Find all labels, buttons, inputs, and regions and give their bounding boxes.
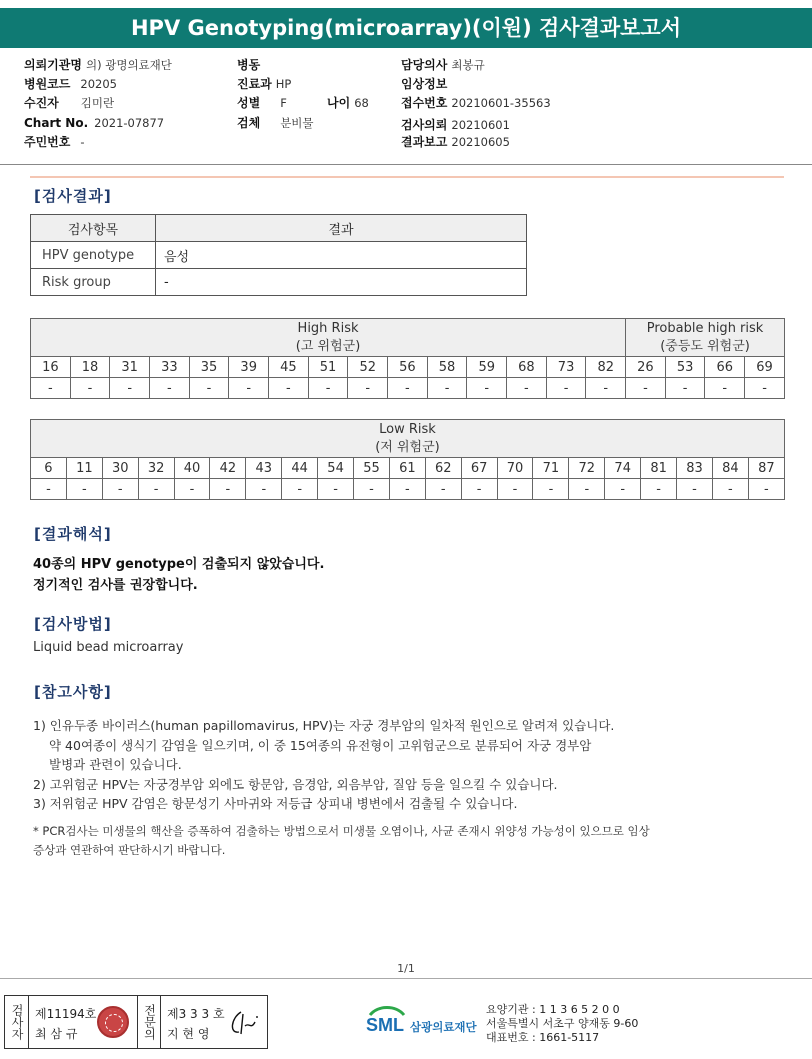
high-risk-table — [30, 318, 785, 399]
label: 주민번호 — [24, 135, 71, 149]
label: 병동 — [237, 58, 261, 72]
genotype-cell: 45 — [269, 357, 309, 378]
value: HP — [275, 77, 292, 91]
genotype-cell: - — [586, 378, 626, 399]
genotype-cell: - — [467, 378, 507, 399]
table-row — [31, 242, 527, 269]
genotype-cell: - — [174, 479, 210, 500]
genotype-cell: - — [110, 378, 150, 399]
genotype-cell: - — [269, 378, 309, 399]
low-risk-title: Low Risk — [379, 421, 436, 437]
header-divider — [0, 164, 812, 165]
resident-no-field — [24, 133, 85, 150]
genotype-cell: - — [210, 479, 246, 500]
report-title: HPV Genotyping(microarray)(이원) 검사결과보고서 — [0, 8, 812, 48]
signature-box — [4, 995, 268, 1049]
genotype-cell: 61 — [389, 458, 425, 479]
value: 분비물 — [280, 116, 314, 130]
genotype-cell: 70 — [497, 458, 533, 479]
footnote-line: * PCR검사는 미생물의 핵산을 증폭하여 검출하는 방법으로서 미생물 오염이나, 사균 존재시 위양성 가능성이 있으므로 임상 — [33, 824, 650, 838]
genotype-cell: - — [308, 378, 348, 399]
logo-text: SML — [366, 1015, 404, 1035]
genotype-cell: 31 — [110, 357, 150, 378]
genotype-cell: - — [677, 479, 713, 500]
examiner-license: 제11194호 — [35, 1007, 97, 1021]
genotype-cell: 11 — [66, 458, 102, 479]
examiner-label-text: 검사자 — [10, 1004, 24, 1040]
genotype-cell: 69 — [745, 357, 785, 378]
genotype-cell: 68 — [507, 357, 547, 378]
low-risk-header — [31, 420, 785, 458]
genotype-cell: - — [189, 378, 229, 399]
genotype-cell: - — [66, 479, 102, 500]
examiner-name: 최 삼 규 — [35, 1027, 78, 1041]
high-risk-header — [31, 319, 626, 357]
genotype-cell: 40 — [174, 458, 210, 479]
label: 병원코드 — [24, 77, 71, 91]
genotype-cell: - — [150, 378, 190, 399]
report-date-field — [401, 133, 510, 150]
footnote — [33, 822, 773, 860]
method-section-title: [검사방법] — [34, 615, 112, 633]
genotype-cell: 59 — [467, 357, 507, 378]
value: 20210601-35563 — [451, 96, 551, 110]
genotype-cell: 26 — [626, 357, 666, 378]
genotype-cell: 73 — [546, 357, 586, 378]
genotype-cell: 53 — [665, 357, 705, 378]
company-phone: 대표번호 : 1661-5117 — [486, 1031, 600, 1044]
pathologist-name: 지 현 영 — [167, 1027, 210, 1041]
label: 성별 — [237, 96, 261, 110]
genotype-cell: 82 — [586, 357, 626, 378]
genotype-cell: 62 — [425, 458, 461, 479]
company-address: 서울특별시 서초구 양재동 9-60 — [486, 1017, 639, 1030]
company-contact — [486, 1003, 638, 1045]
genotype-cell: 30 — [102, 458, 138, 479]
result-cell: - — [156, 269, 527, 296]
genotype-cell: 33 — [150, 357, 190, 378]
value: 2021-07877 — [94, 116, 165, 130]
genotype-cell: - — [569, 479, 605, 500]
genotype-cell: - — [546, 378, 586, 399]
page-number: 1/1 — [397, 962, 415, 975]
genotype-cell: - — [705, 378, 745, 399]
genotype-cell: 74 — [605, 458, 641, 479]
notes-section-title: [참고사항] — [34, 683, 112, 701]
footer-divider — [0, 978, 812, 979]
high-risk-title: High Risk — [297, 320, 359, 336]
risk-header-row — [31, 319, 785, 357]
genotype-cell: - — [745, 378, 785, 399]
note-continuation: 약 40여종이 생식기 감염을 일으키며, 이 중 15여종의 유전형이 고위험군으로 분류되어 자궁 경부암 — [49, 737, 592, 753]
genotype-cell: - — [605, 479, 641, 500]
genotype-row — [31, 357, 785, 378]
genotype-cell: - — [427, 378, 467, 399]
agency-number: 요양기관 : 1 1 3 6 5 2 0 0 — [486, 1003, 620, 1016]
genotype-cell: - — [102, 479, 138, 500]
accent-divider — [30, 176, 784, 178]
genotype-cell: - — [748, 479, 784, 500]
genotype-cell: - — [497, 479, 533, 500]
interpretation-text — [33, 554, 324, 596]
interpretation-line: 정기적인 검사를 권장합니다. — [33, 578, 198, 593]
sex-field — [237, 94, 287, 111]
col-result-header: 결과 — [156, 215, 527, 242]
genotype-cell: - — [348, 378, 388, 399]
result-section-title: [검사결과] — [34, 187, 112, 205]
probable-risk-title: Probable high risk — [646, 320, 764, 336]
interpretation-line: 40종의 HPV genotype이 검출되지 않았습니다. — [33, 557, 325, 572]
result-table — [30, 214, 527, 296]
label: 검사의뢰 — [401, 118, 448, 132]
genotype-cell: 67 — [461, 458, 497, 479]
footnote-line: 증상과 연관하여 판단하시기 바랍니다. — [33, 843, 226, 857]
value: 김미란 — [80, 96, 115, 110]
genotype-cell: - — [388, 378, 428, 399]
genotype-cell: 44 — [282, 458, 318, 479]
label: 수진자 — [24, 96, 59, 110]
label: Chart No. — [24, 116, 89, 130]
genotype-cell: - — [507, 378, 547, 399]
ward-field — [237, 56, 264, 73]
genotype-cell: 81 — [641, 458, 677, 479]
genotype-cell: - — [354, 479, 390, 500]
specimen-field — [237, 114, 314, 131]
genotype-cell: 51 — [308, 357, 348, 378]
genotype-result-row — [31, 378, 785, 399]
low-risk-subtitle: (저 위험군) — [375, 439, 440, 455]
genotype-cell: 18 — [70, 357, 110, 378]
label: 담당의사 — [401, 58, 448, 72]
label: 결과보고 — [401, 135, 448, 149]
genotype-cell: 52 — [348, 357, 388, 378]
note-item: 2) 고위험군 HPV는 자궁경부암 외에도 항문암, 음경암, 외음부암, 질암 등을 일으킬 수 있습니다. — [33, 776, 558, 792]
genotype-cell: 83 — [677, 458, 713, 479]
genotype-cell: 58 — [427, 357, 467, 378]
receipt-no-field — [401, 94, 551, 111]
col-item-header: 검사항목 — [31, 215, 156, 242]
item-cell: Risk group — [31, 269, 156, 296]
institution-field — [24, 56, 172, 73]
pathologist-label — [137, 996, 161, 1048]
genotype-cell: - — [533, 479, 569, 500]
value: 20205 — [80, 77, 117, 91]
genotype-cell: - — [389, 479, 425, 500]
hospital-code-field — [24, 75, 117, 92]
genotype-cell: 42 — [210, 458, 246, 479]
genotype-cell: - — [138, 479, 174, 500]
genotype-cell: 39 — [229, 357, 269, 378]
interpretation-section-title: [결과해석] — [34, 525, 112, 543]
genotype-cell: - — [318, 479, 354, 500]
value: 20210605 — [451, 135, 510, 149]
genotype-cell: 43 — [246, 458, 282, 479]
high-risk-subtitle: (고 위험군) — [295, 338, 361, 354]
genotype-cell: - — [641, 479, 677, 500]
genotype-cell: 35 — [189, 357, 229, 378]
genotype-cell: 32 — [138, 458, 174, 479]
method-text: Liquid bead microarray — [33, 640, 184, 655]
request-date-field — [401, 116, 510, 133]
genotype-cell: 84 — [712, 458, 748, 479]
value: 의) 광명의료재단 — [85, 58, 172, 72]
genotype-cell: 6 — [31, 458, 67, 479]
note-item: 1) 인유두종 바이러스(human papillomavirus, HPV)는 자궁 경부암의 일차적 원인으로 알려져 있습니다. — [33, 718, 615, 733]
label: 나이 — [327, 96, 351, 110]
company-logo — [364, 1003, 482, 1043]
label: 진료과 — [237, 77, 272, 91]
examiner-label — [5, 996, 29, 1048]
genotype-cell: - — [665, 378, 705, 399]
age-field — [327, 94, 369, 111]
genotype-cell: 71 — [533, 458, 569, 479]
genotype-cell: 66 — [705, 357, 745, 378]
table-row — [31, 269, 527, 296]
signature-icon — [227, 1008, 263, 1038]
result-table-header — [31, 215, 527, 242]
genotype-cell: 72 — [569, 458, 605, 479]
genotype-cell: - — [282, 479, 318, 500]
genotype-result-row — [31, 479, 785, 500]
seal-stamp-icon — [97, 1006, 129, 1038]
risk-header-row — [31, 420, 785, 458]
label: 검체 — [237, 116, 261, 130]
genotype-cell: 56 — [388, 357, 428, 378]
genotype-cell: - — [229, 378, 269, 399]
genotype-cell: - — [70, 378, 110, 399]
value: F — [280, 96, 287, 110]
genotype-cell: 54 — [318, 458, 354, 479]
genotype-cell: - — [31, 378, 71, 399]
doctor-field — [401, 56, 485, 73]
genotype-cell: - — [246, 479, 282, 500]
genotype-cell: - — [425, 479, 461, 500]
patient-field — [24, 94, 114, 111]
probable-risk-subtitle: (중등도 위험군) — [660, 338, 750, 354]
pathologist-label-text: 전문의 — [142, 1004, 157, 1040]
note-continuation: 발병과 관련이 있습니다. — [49, 757, 182, 772]
genotype-cell: 16 — [31, 357, 71, 378]
genotype-cell: - — [461, 479, 497, 500]
note-item: 3) 저위험군 HPV 감염은 항문성기 사마귀와 저등급 상피내 병변에서 검출될 수 있습니다. — [33, 796, 518, 811]
label: 임상정보 — [401, 77, 448, 91]
chart-no-field — [24, 116, 164, 130]
company-name: 삼광의료재단 — [410, 1020, 477, 1034]
label: 접수번호 — [401, 96, 448, 110]
label: 의뢰기관명 — [24, 58, 82, 72]
value: 20210601 — [451, 118, 510, 132]
notes-list — [33, 716, 773, 814]
item-cell: HPV genotype — [31, 242, 156, 269]
genotype-cell: - — [712, 479, 748, 500]
clinical-info-field — [401, 75, 451, 92]
genotype-cell: - — [626, 378, 666, 399]
result-cell: 음성 — [156, 242, 527, 269]
patient-info — [0, 56, 812, 164]
pathologist-license: 제3 3 3 호 — [167, 1007, 225, 1021]
genotype-cell: 55 — [354, 458, 390, 479]
genotype-row — [31, 458, 785, 479]
value: 68 — [354, 96, 369, 110]
probable-high-risk-header — [626, 319, 785, 357]
department-field — [237, 75, 291, 92]
genotype-cell: 87 — [748, 458, 784, 479]
value: 최봉규 — [451, 58, 485, 72]
value: - — [80, 135, 85, 149]
low-risk-table — [30, 419, 785, 500]
genotype-cell: - — [31, 479, 67, 500]
